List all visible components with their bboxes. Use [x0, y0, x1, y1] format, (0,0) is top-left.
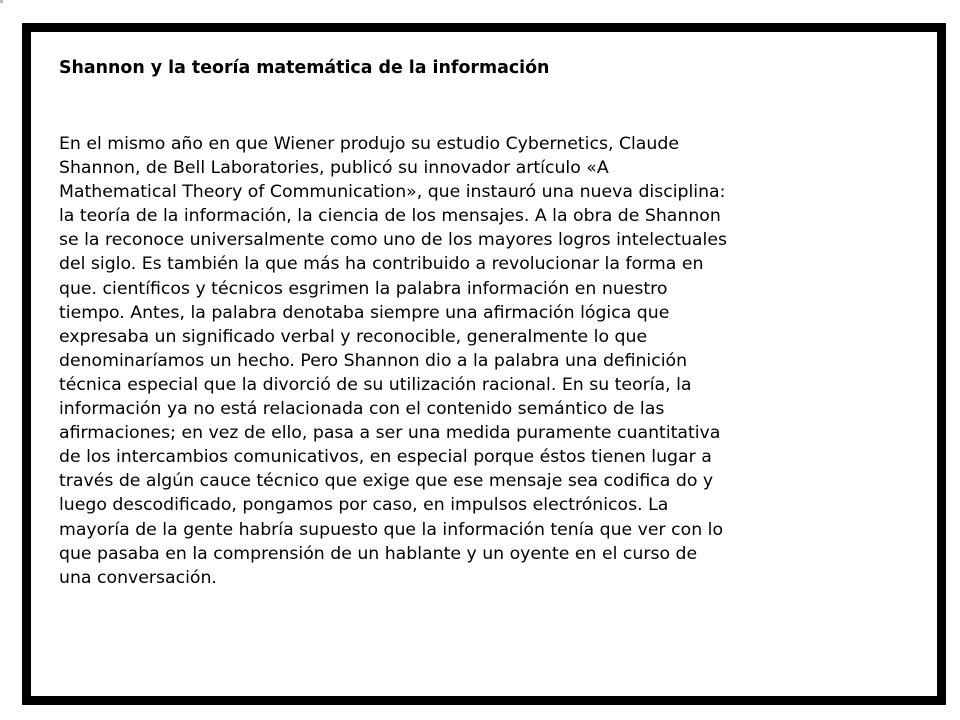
paragraph-line: del siglo. Es también la que más ha contribuido a revolucionar la forma en — [59, 254, 704, 275]
paragraph-line: técnica especial que la divorció de su utilización racional. En su teoría, la — [59, 374, 692, 395]
paragraph-line: mayoría de la gente habría supuesto que la información tenía que ver con lo — [59, 519, 724, 540]
paragraph-line: través de algún cauce técnico que exige que ese mensaje sea codifica do y — [59, 471, 714, 492]
paragraph-line: se la reconoce universalmente como uno de los mayores logros intelectuales — [59, 230, 727, 251]
corner-mark — [0, 0, 3, 3]
paragraph-line: En el mismo año en que Wiener produjo su estudio Cybernetics, Claude — [59, 134, 679, 154]
paragraph-line: denominaríamos un hecho. Pero Shannon dio a la palabra una definición — [59, 350, 688, 371]
paragraph-line: tiempo. Antes, la palabra denotaba siempre una afirmación lógica que — [59, 302, 670, 323]
paragraph-line: Shannon, de Bell Laboratories, publicó su innovador artículo «A — [59, 158, 609, 179]
paragraph-line: Mathematical Theory of Communication», que instauró una nueva disciplina: — [59, 182, 726, 203]
paragraph-line: de los intercambios comunicativos, en especial porque éstos tienen lugar a — [59, 447, 712, 468]
paragraph-line: expresaba un significado verbal y reconocible, generalmente lo que — [59, 326, 648, 347]
paragraph-line: la teoría de la información, la ciencia de los mensajes. A la obra de Shannon — [59, 206, 721, 227]
page-title: Shannon y la teoría matemática de la información — [59, 58, 550, 78]
paragraph-line: afirmaciones; en vez de ello, pasa a ser una medida puramente cuantitativa — [59, 423, 721, 444]
body-paragraph — [59, 132, 899, 590]
paragraph-line: que. científicos y técnicos esgrimen la palabra información en nuestro — [59, 278, 668, 299]
paragraph-line: información ya no está relacionada con el contenido semántico de las — [59, 399, 665, 420]
paragraph-line: una conversación. — [59, 567, 217, 588]
slide-frame — [22, 23, 946, 705]
paragraph-line: luego descodificado, pongamos por caso, en impulsos electrónicos. La — [59, 495, 669, 516]
paragraph-line: que pasaba en la comprensión de un hablante y un oyente en el curso de — [59, 543, 698, 564]
